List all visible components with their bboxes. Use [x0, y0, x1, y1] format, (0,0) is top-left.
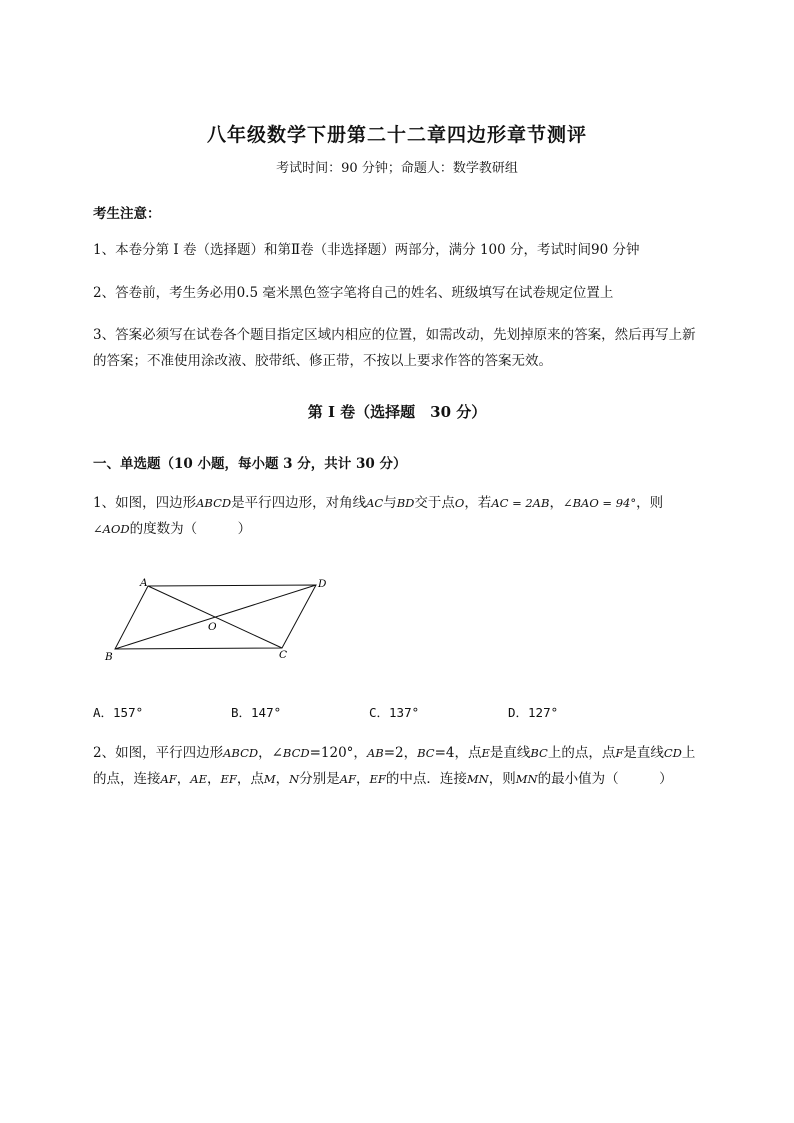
q1-math: AC	[366, 496, 384, 510]
q2-text: ，	[356, 771, 370, 787]
notice-item-3-line-1: 3、答案必须写在试卷各个题目指定区域内相应的位置，如需改动，先划掉原来的答案，然后再写上新	[93, 327, 696, 343]
q1-math: BD	[396, 496, 415, 510]
center-label-o: O	[208, 621, 217, 633]
q2-text: 是直线	[489, 745, 531, 761]
q2-math: CD	[663, 746, 682, 760]
notice-item-1: 1、本卷分第 I 卷（选择题）和第Ⅱ卷（非选择题）两部分，满分 100 分，考试时间90 分钟	[93, 242, 640, 258]
q2-text: 2、如图，平行四边形	[93, 745, 224, 761]
q2-math: M	[263, 772, 276, 786]
q1-math: ABCD	[196, 496, 232, 510]
q2-math: AF	[160, 772, 177, 786]
q2-text: ，	[207, 771, 221, 787]
q2-text: 上	[681, 745, 696, 761]
q1-text: 1、如图，四边形	[93, 495, 197, 511]
notice-item-3-line-2: 的答案；不准使用涂改液、胶带纸、修正带，不按以上要求作答的答案无效。	[93, 353, 552, 369]
q1-text: 是平行四边形，对角线	[231, 495, 367, 511]
q2-math: N	[289, 772, 300, 786]
q1-text: 的度数为（ ）	[129, 521, 252, 537]
vertex-label-b: B	[105, 651, 113, 663]
q2-math: AB	[366, 746, 384, 760]
q2-math: AF	[339, 772, 357, 786]
q2-math: E	[481, 746, 490, 760]
exam-info: 考试时间：90 分钟；命题人：数学教研组	[276, 161, 518, 176]
q2-math: F	[615, 746, 624, 760]
q2-math: EF	[220, 772, 237, 786]
q1-math: ∠BAO = 94°	[562, 496, 637, 510]
q2-math: EF	[369, 772, 386, 786]
question-1-text	[93, 490, 743, 542]
q2-text: 上的点，点	[547, 745, 616, 761]
q1-text: ，若	[464, 495, 492, 511]
q2-math: MN	[466, 772, 489, 786]
q2-text: ，则	[488, 771, 516, 787]
q2-math: BCD	[282, 746, 310, 760]
q2-math: AE	[190, 772, 207, 786]
q1-text: 交于点	[414, 495, 455, 511]
q1-math: O	[454, 496, 465, 510]
q2-text: =2，	[383, 745, 418, 761]
notice-heading: 考生注意：	[93, 206, 161, 222]
q1-math: AC = 2AB	[491, 496, 550, 510]
q2-math: ABCD	[223, 746, 259, 760]
q2-text: =120°，	[309, 745, 367, 761]
option-b: B．147°	[231, 705, 282, 720]
q2-text: 的中点．连接	[385, 771, 467, 787]
q2-text: ，∠	[258, 745, 283, 761]
q2-math: MN	[515, 772, 538, 786]
q2-text: =4，点	[434, 745, 482, 761]
vertex-label-a: A	[140, 577, 148, 589]
q2-text: ，	[275, 771, 290, 787]
q1-text: ，	[549, 495, 563, 511]
question-2-text	[93, 740, 743, 792]
section-title: 第 I 卷（选择题 30 分）	[307, 403, 487, 421]
vertex-label-d: D	[318, 578, 327, 590]
q2-text: 的最小值为（ ）	[537, 771, 673, 787]
parallelogram-figure	[100, 570, 340, 670]
q2-text: 的点，连接	[93, 771, 161, 787]
q2-math: BC	[530, 746, 548, 760]
q1-text: 与	[383, 495, 397, 511]
q2-math: BC	[417, 746, 435, 760]
question-group-title: 一、单选题（10 小题，每小题 3 分，共计 30 分）	[93, 456, 407, 472]
q2-text: 分别是	[299, 771, 340, 787]
page-title: 八年级数学下册第二十二章四边形章节测评	[206, 124, 587, 146]
notice-item-2: 2、答卷前，考生务必用0.5 毫米黑色签字笔将自己的姓名、班级填写在试卷规定位置上	[93, 285, 614, 301]
q2-text: 是直线	[623, 745, 664, 761]
q2-text: ，	[176, 771, 191, 787]
q1-math: ∠AOD	[93, 522, 130, 536]
vertex-label-c: C	[279, 649, 288, 661]
option-d: D．127°	[508, 705, 559, 720]
option-a: A．157°	[93, 705, 144, 720]
option-c: C．137°	[369, 705, 420, 720]
q2-text: ，点	[236, 771, 264, 787]
q1-text: ，则	[636, 495, 664, 511]
